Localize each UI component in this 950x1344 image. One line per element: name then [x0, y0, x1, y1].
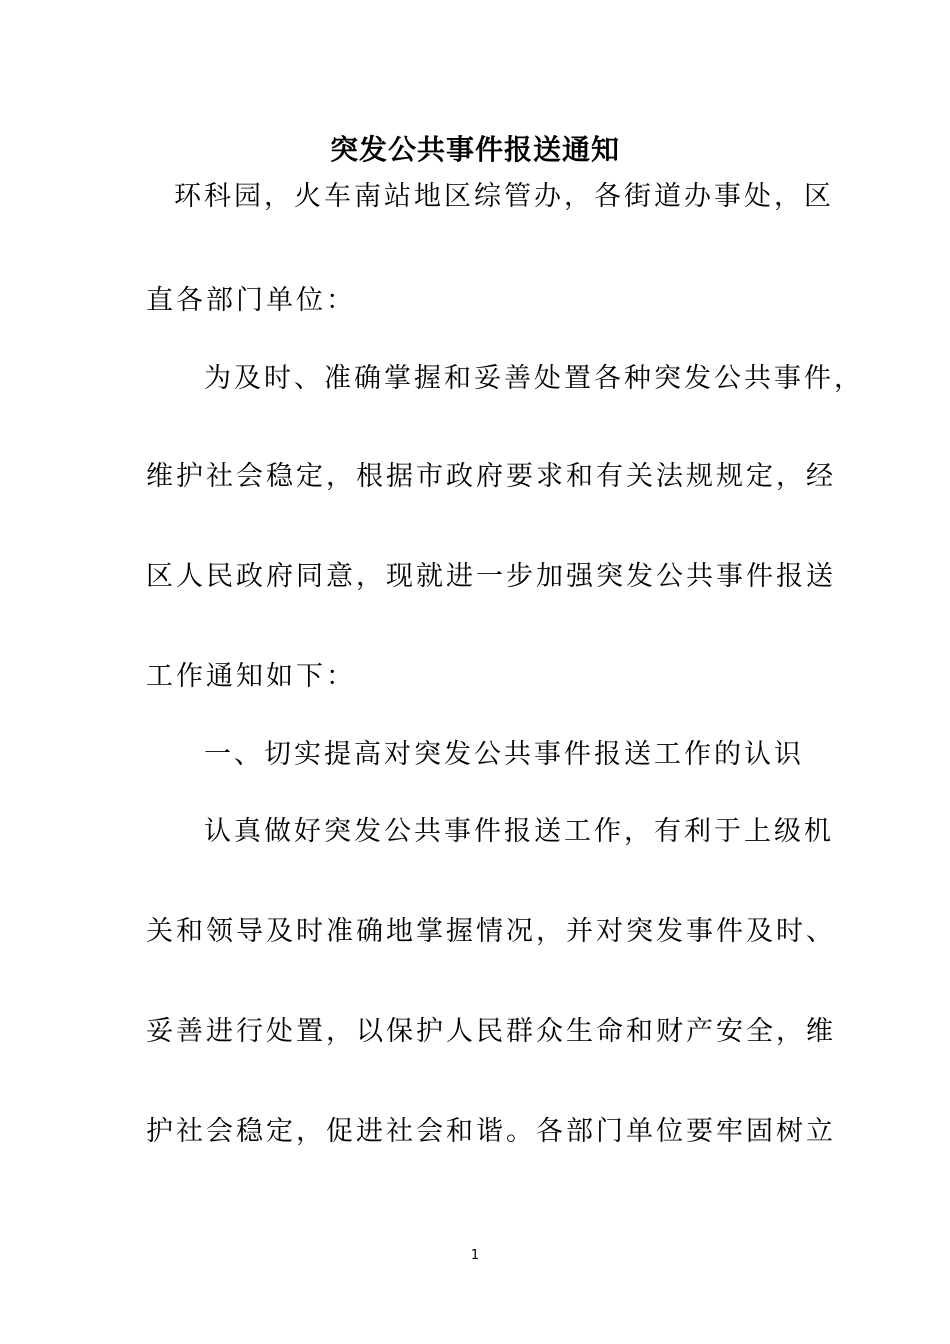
- text-line-8: 认真做好突发公共事件报送工作，有利于上级机: [204, 816, 834, 847]
- text-line-6: 工作通知如下：: [146, 661, 356, 692]
- text-line-5: 区人民政府同意，现就进一步加强突发公共事件报送: [146, 561, 836, 592]
- text-line-2: 直各部门单位：: [146, 285, 356, 316]
- document-title: 突发公共事件报送通知: [329, 133, 620, 166]
- text-line-9: 关和领导及时准确地掌握情况，并对突发事件及时、: [146, 916, 836, 947]
- text-line-3: 为及时、准确掌握和妥善处置各种突发公共事件，: [204, 363, 864, 394]
- page-number: 1: [470, 1248, 480, 1263]
- section-heading-1: 一、切实提高对突发公共事件报送工作的认识: [204, 739, 804, 770]
- text-line-10: 妥善进行处置，以保护人民群众生命和财产安全，维: [146, 1016, 836, 1047]
- text-line-11: 护社会稳定，促进社会和谐。各部门单位要牢固树立: [146, 1116, 836, 1147]
- text-line-1: 环科园，火车南站地区综管办，各街道办事处，区: [174, 181, 834, 212]
- text-line-4: 维护社会稳定，根据市政府要求和有关法规规定，经: [146, 461, 836, 492]
